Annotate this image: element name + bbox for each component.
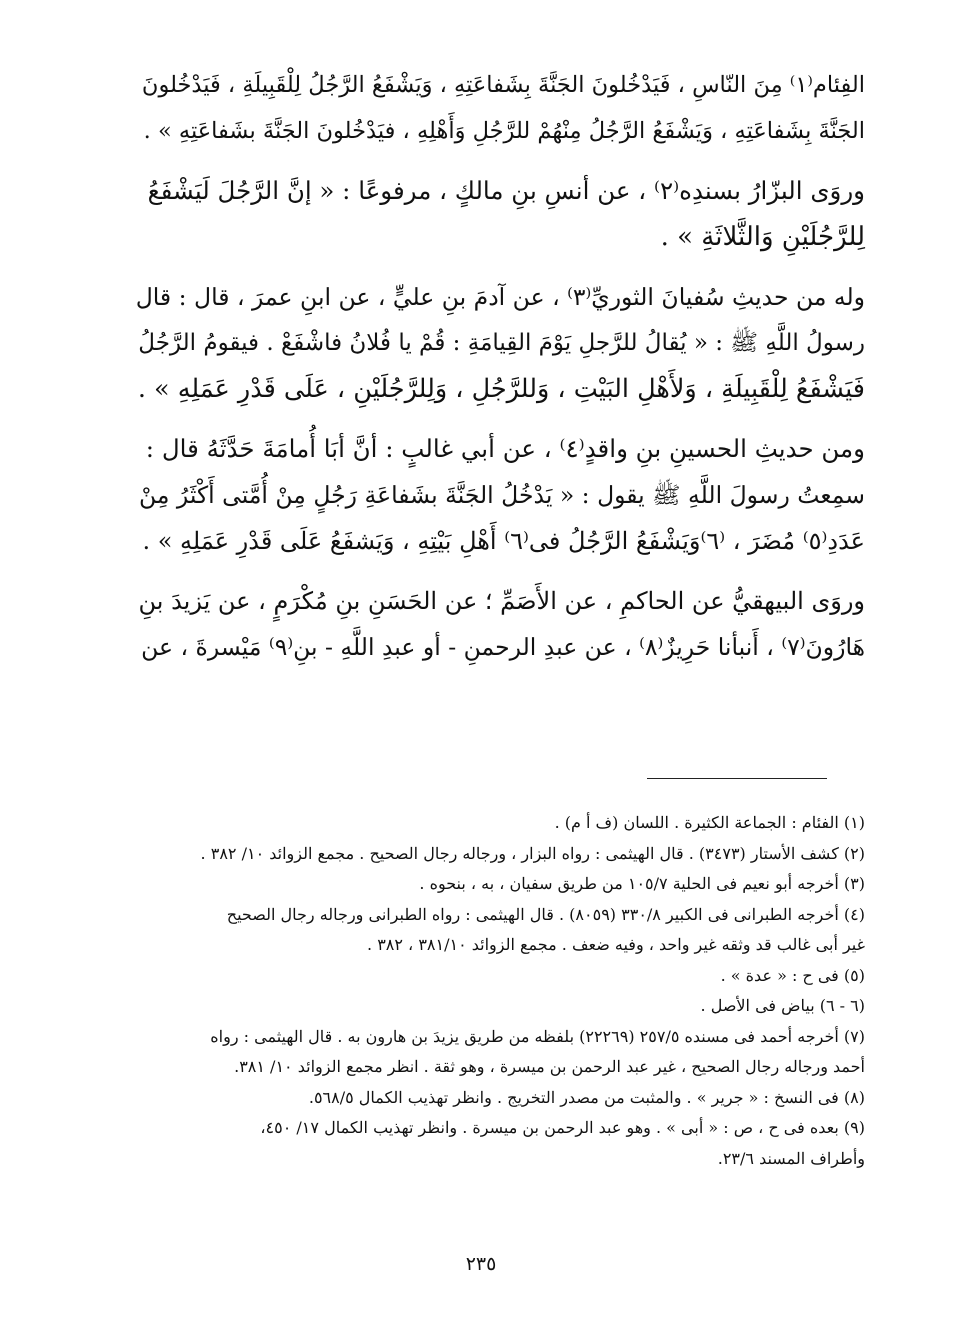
footnote-line: غير أبى غالب قد وثقه غير واحد ، وفيه ضعف . مجمع الزوائد ٣٨١/١٠ ، ٣٨٢ . <box>367 935 865 954</box>
footnote-line: (٤) أخرجه الطبرانى فى الكبير ٣٣٠/٨ (٨٠٥٩) . قال الهيثمى : رواه الطبرانى ورجاله رجال الصحيح <box>226 904 865 924</box>
footnote-2 <box>140 839 865 870</box>
text-line: هَارُونَ⁽٧⁾ ، أَنبأنا حَرِيزٌ⁽٨⁾ ، عن عبدِ الرحمنِ - أو عبدِ اللَّهِ - بنِ⁽٩⁾ مَيْسرةَ ، عن <box>141 633 865 661</box>
text-line: رسولُ اللَّهِ ﷺ : « يُقالُ للرَّجلِ يَوْمَ القِيامَةِ : قُمْ يا فُلانُ فاشْفَعْ . فيقومُ الرَّجُلُ <box>138 330 865 356</box>
text-line: الجَنَّةَ بِشَفاعَتِهِ ، وَيَشْفَعُ الرَّجُلُ مِنْهُمْ للرَّجُلِ وَأَهْلِهِ ، فيَدْخُلونَ الجَنَّةَ بشَفاعَتِهِ » . <box>143 118 865 144</box>
paragraph-3 <box>135 274 865 412</box>
footnote-line: وأطراف المسند ٢٣/٦. <box>717 1148 865 1168</box>
text-line: وروَى البيهقيُّ عن الحاكمِ ، عن الأَصَمِّ ؛ عن الحَسَنِ بنِ مُكْرَمٍ ، عن يَزيدَ بنِ <box>138 587 865 615</box>
footnote-4 <box>140 900 865 961</box>
footnote-line: (١) الفئام : الجماعة الكثيرة . اللسان (ف أ م) . <box>554 813 865 832</box>
main-text <box>135 62 865 670</box>
text-line: لِلرَّجُلَيْنِ وَالثَّلاثَةِ » . <box>660 222 865 252</box>
text-line: الفِئام⁽١⁾ مِنَ النّاسِ ، فَيَدْخُلونَ الجَنَّةَ بِشَفاعَتِهِ ، وَيَشْفَعُ الرَّجُلُ لِلْقَبِيلَةِ ، فَيَدْخُلونَ <box>141 72 865 98</box>
footnote-line: (٥) فى ح : « عدة » . <box>720 965 865 985</box>
footnote-1 <box>140 808 865 839</box>
text-line: وله من حديثِ سُفيانَ الثوريِّ⁽٣⁾ ، عن آدمَ بنِ عليٍّ ، عن ابنِ عمرَ ، قال : قال <box>135 283 865 311</box>
text-line: سمِعتُ رسولَ اللَّهِ ﷺ يقول : « يَدْخُلُ الجَنَّةَ بشَفاعَةِ رَجُلٍ مِنْ أُمَّتى أَكْثَرُ مِنْ <box>138 481 865 509</box>
paragraph-5 <box>135 578 865 670</box>
footnote-line: أحمد ورجاله رجال الصحيح ، غير عبد الرحمن بن ميسرة ، وهو ثقة . انظر مجمع الزوائد ١٠/ ٣٨١. <box>234 1057 865 1076</box>
footnote-line: (٦ - ٦) بياض فى الأصل . <box>700 996 865 1015</box>
footnote-3 <box>140 869 865 900</box>
text-line: عَدَدِ⁽٥⁾ مُضَرَ ، ⁽٦⁾وَيَشْفَعُ الرَّجُلُ فى⁽٦⁾ أَهْلِ بَيْتِهِ ، وَيَشفَعُ عَلَى قَدْرِ عَمَلِهِ » . <box>142 527 865 555</box>
footnote-line: (٣) أخرجه أبو نعيم فى الحلية ١٠٥/٧ من طريق سفيان ، به ، بنحوه . <box>419 874 865 893</box>
paragraph-2 <box>135 168 865 260</box>
text-line: فَيَشْفَعُ لِلْقَبِيلَةِ ، وَلأَهْلِ البَيْتِ ، وَللرَّجُلِ ، وَلِلرَّجُلَيْنِ ، عَلَى قَدْرِ عَمَلِهِ » . <box>137 374 865 404</box>
footnote-line: (٧) أخرجه أحمد فى مسنده ٢٥٧/٥ (٢٢٢٦٩) بلفظه من طريق يزيدَ بن هارون به . قال الهيثمى : رواه <box>210 1026 865 1046</box>
footnote-line: (٢) كشف الأستار (٣٤٧٣) . قال الهيثمى : رواه البزار ، ورجاله رجال الصحيح . مجمع الزوائد ١٠/ ٣٨٢ . <box>200 843 865 863</box>
text-line: ومن حديثِ الحسينِ بنِ واقدٍ⁽٤⁾ ، عن أبي غالبٍ : أنَّ أبَا أُمامَةَ حَدَّثَهُ قال : <box>145 434 865 463</box>
footnote-6 <box>140 991 865 1022</box>
footnotes <box>140 808 865 1174</box>
paragraph-1 <box>135 62 865 154</box>
footnote-5 <box>140 961 865 992</box>
footnote-9 <box>140 1113 865 1174</box>
footnote-separator <box>647 778 827 779</box>
footnote-line: (٨) فى النسخ : « جرير » . والمثبت من مصدر التخريج . وانظر تهذيب الكمال ٥٦٨/٥. <box>308 1087 865 1107</box>
paragraph-4 <box>135 426 865 564</box>
footnote-8 <box>140 1083 865 1114</box>
page-number: ٢٣٥ <box>465 1253 497 1275</box>
footnote-line: (٩) بعده فى ح ، ص : « أبى » . وهو عبد الرحمن بن ميسرة . وانظر تهذيب الكمال ١٧/ ٤٥٠، <box>260 1118 865 1137</box>
text-line: وروَى البزّارُ بسندِه⁽٢⁾ ، عن أنسِ بنِ مالكٍ ، مرفوعًا : « إنَّ الرَّجُلَ لَيَشْفَعُ <box>147 176 865 205</box>
footnote-7 <box>140 1022 865 1083</box>
